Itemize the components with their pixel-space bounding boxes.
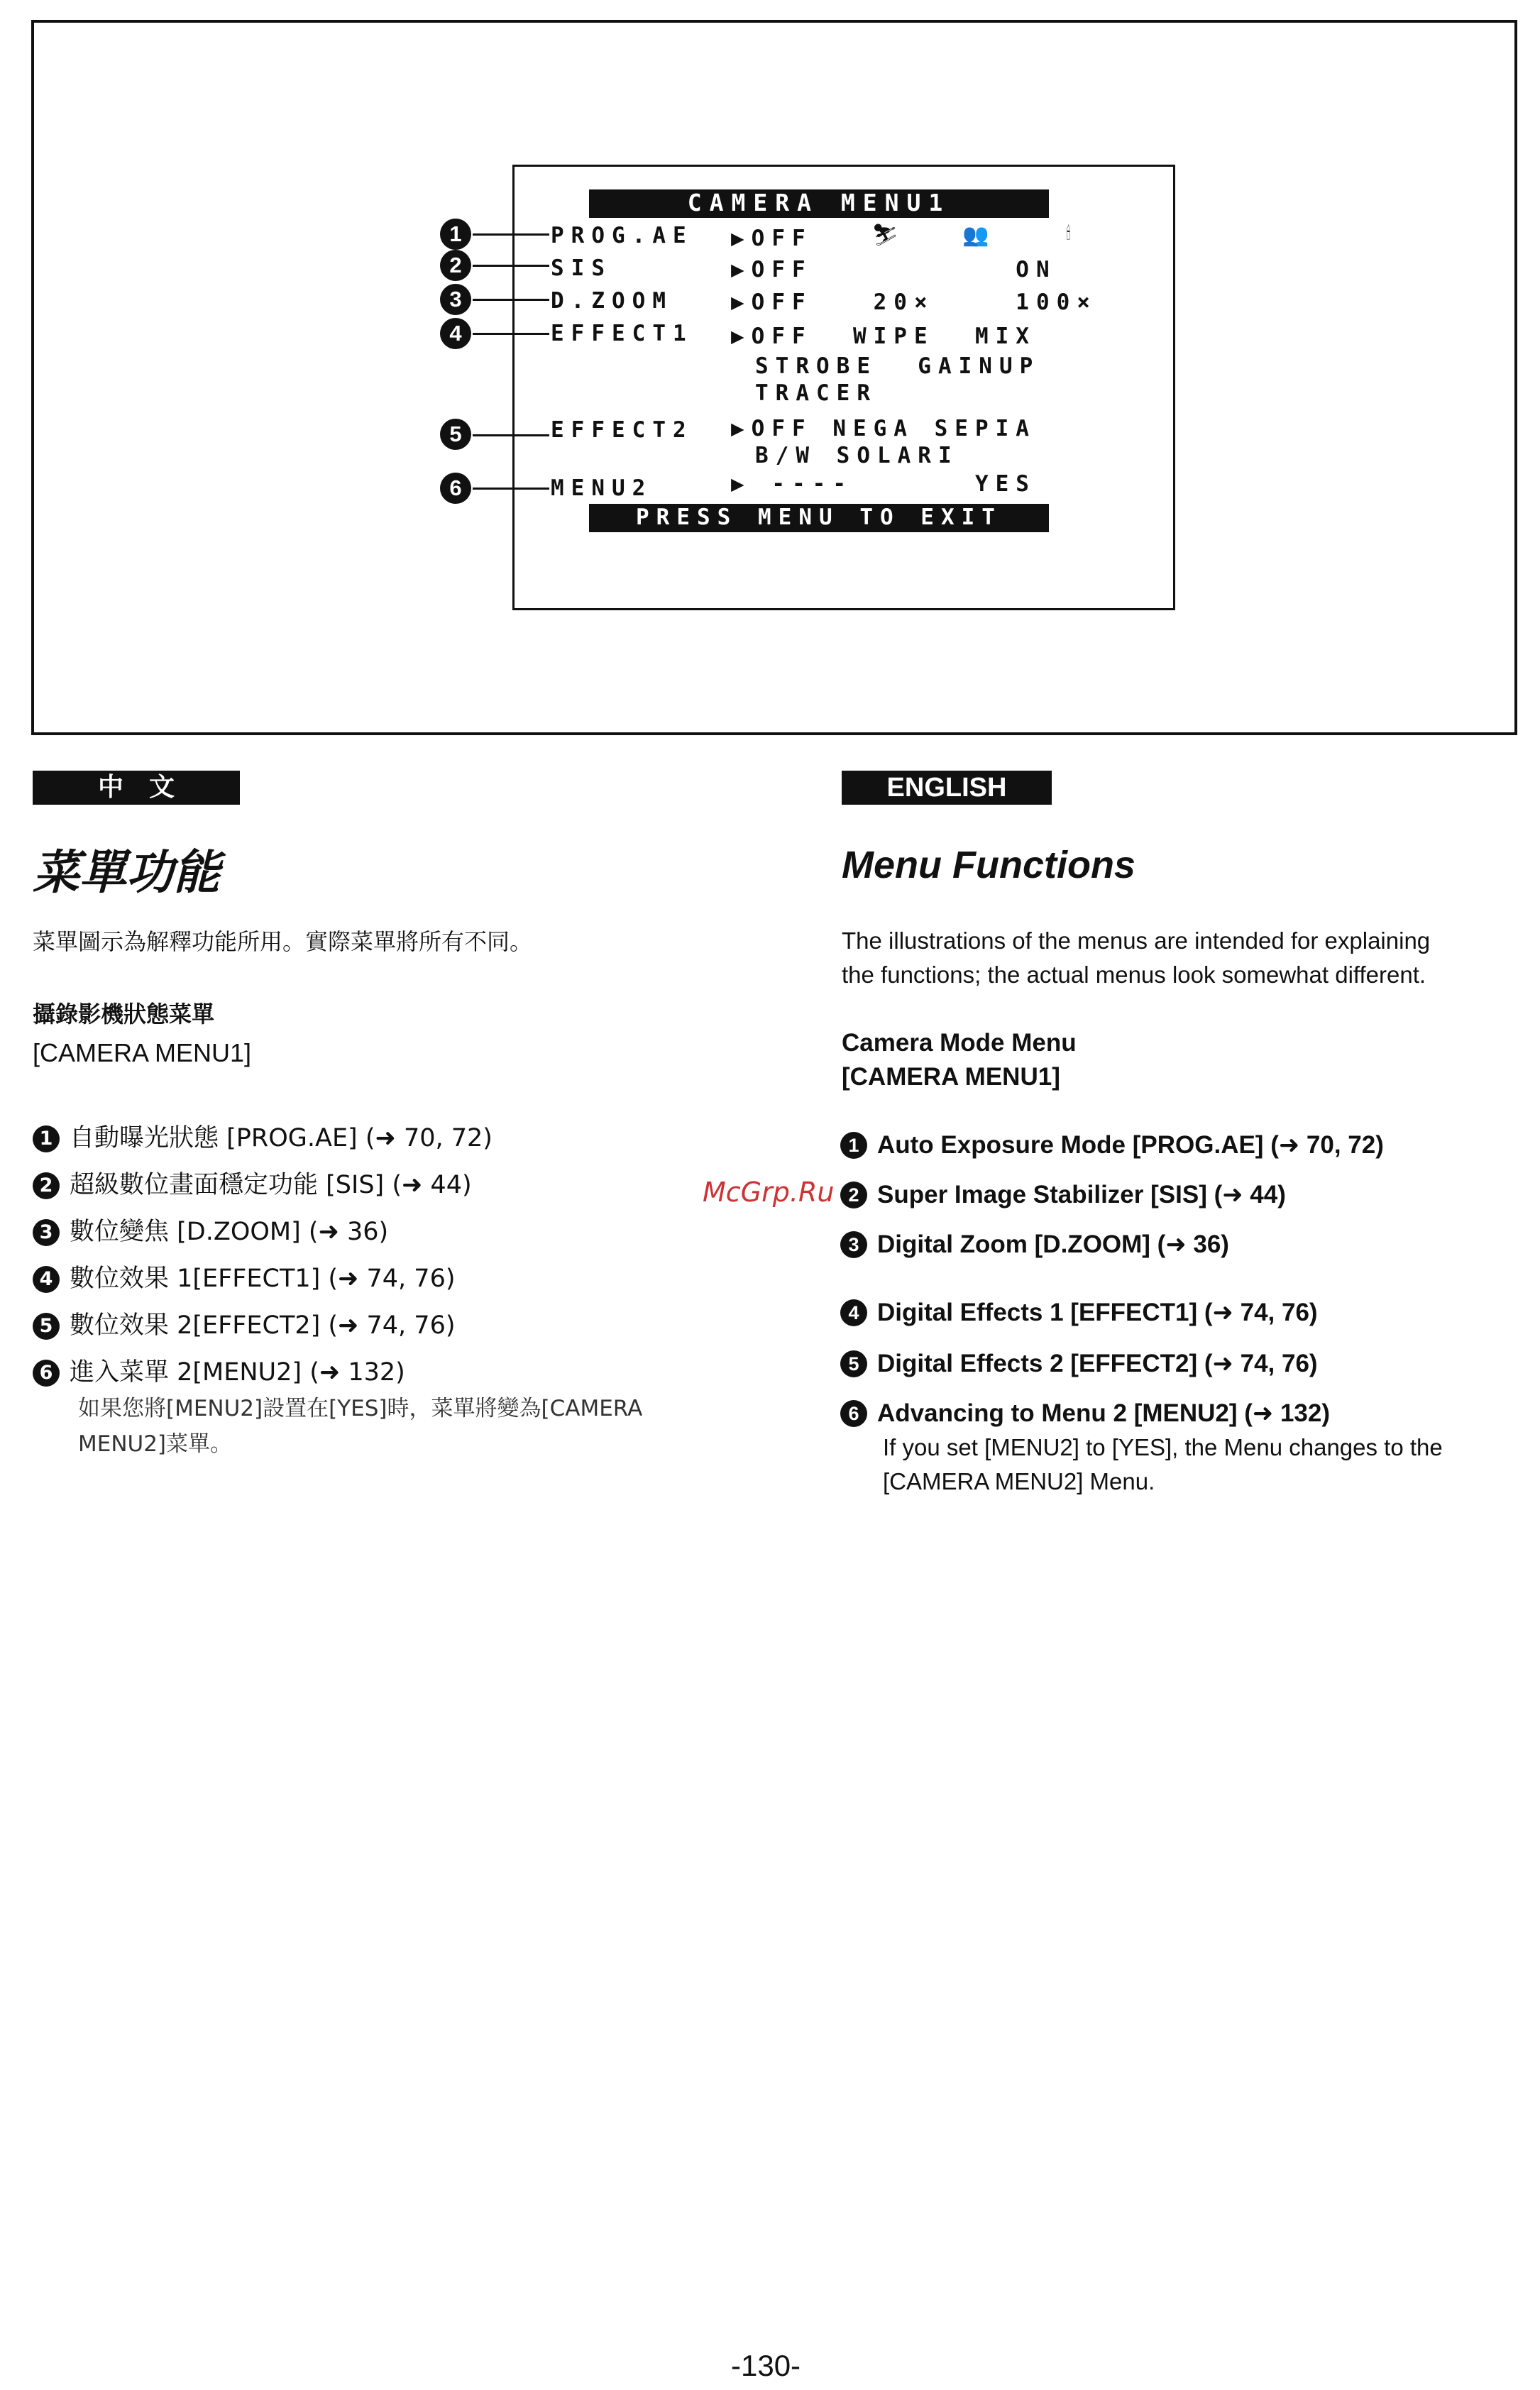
chinese-note-line2: MENU2]菜單。 bbox=[78, 1431, 233, 1457]
chinese-item-1: 1 自動曝光狀態 [PROG.AE] (➜ 70, 72) bbox=[33, 1121, 493, 1155]
leader-line bbox=[473, 233, 549, 236]
menu-value-effect1: ▶OFF WIPE MIX bbox=[731, 324, 1036, 349]
leader-line bbox=[473, 488, 549, 490]
menu-value-menu2: ▶ ---- YES bbox=[731, 471, 1036, 497]
callout-badge-5: 5 bbox=[440, 419, 471, 450]
chinese-item-4: 4 數位效果 1[EFFECT1] (➜ 74, 76) bbox=[33, 1262, 456, 1296]
chinese-tag: 中 文 bbox=[33, 771, 240, 805]
english-note-line2: [CAMERA MENU2] Menu. bbox=[883, 1468, 1155, 1494]
sports-icon: ⛷ bbox=[871, 224, 899, 247]
menu-label-effect1: EFFECT1 bbox=[551, 321, 693, 346]
english-intro-line2: the functions; the actual menus look somewhat different. bbox=[842, 962, 1426, 988]
english-item-4: 4 Digital Effects 1 [EFFECT1] (➜ 74, 76) bbox=[840, 1296, 1318, 1330]
english-item-5: 5 Digital Effects 2 [EFFECT2] (➜ 74, 76) bbox=[840, 1347, 1318, 1381]
menu-title: CAMERA MENU1 bbox=[589, 189, 1049, 218]
menu-value-effect1-line2: STROBE GAINUP bbox=[755, 353, 1040, 379]
chinese-subhead-code: [CAMERA MENU1] bbox=[33, 1038, 252, 1067]
leader-line bbox=[473, 265, 549, 267]
english-tag: ENGLISH bbox=[842, 771, 1052, 805]
callout-badge-3: 3 bbox=[440, 284, 471, 315]
english-subhead: Camera Mode Menu bbox=[842, 1029, 1077, 1057]
portrait-icon: 👥 bbox=[962, 224, 989, 247]
menu-value-effect2-line2: B/W SOLARI bbox=[755, 443, 959, 468]
watermark: McGrp.Ru bbox=[703, 1177, 835, 1208]
leader-line bbox=[473, 333, 549, 335]
callout-badge-2: 2 bbox=[440, 250, 471, 281]
chinese-subhead: 攝錄影機狀態菜單 bbox=[33, 1001, 215, 1028]
menu-label-sis: SIS bbox=[551, 255, 612, 281]
low-light-icon: 🕯 bbox=[1066, 224, 1071, 243]
leader-line bbox=[473, 434, 549, 436]
chinese-item-6: 6 進入菜單 2[MENU2] (➜ 132) bbox=[33, 1355, 405, 1389]
english-note-line1: If you set [MENU2] to [YES], the Menu changes to the bbox=[883, 1434, 1443, 1460]
english-subhead-code: [CAMERA MENU1] bbox=[842, 1063, 1060, 1091]
menu-value-effect2: ▶OFF NEGA SEPIA bbox=[731, 416, 1036, 441]
menu-value-effect1-line3: TRACER bbox=[755, 380, 877, 406]
menu-exit-bar: PRESS MENU TO EXIT bbox=[589, 504, 1049, 532]
chinese-intro: 菜單圖示為解釋功能所用。實際菜單將所有不同。 bbox=[33, 928, 533, 955]
english-title: Menu Functions bbox=[842, 844, 1135, 886]
menu-value-prog-ae: ▶OFF bbox=[731, 226, 813, 251]
chinese-item-5: 5 數位效果 2[EFFECT2] (➜ 74, 76) bbox=[33, 1309, 456, 1343]
leader-line bbox=[473, 299, 549, 301]
chinese-item-2: 2 超級數位畫面穩定功能 [SIS] (➜ 44) bbox=[33, 1168, 472, 1202]
menu-label-d-zoom: D.ZOOM bbox=[551, 288, 673, 314]
english-item-1: 1 Auto Exposure Mode [PROG.AE] (➜ 70, 72) bbox=[840, 1128, 1384, 1162]
menu-value-sis: ▶OFF ON bbox=[731, 257, 1057, 282]
menu-value-d-zoom: ▶OFF 20× 100× bbox=[731, 290, 1097, 315]
chinese-note-line1: 如果您將[MENU2]設置在[YES]時，菜單將變為[CAMERA bbox=[78, 1396, 643, 1421]
page-number: -130- bbox=[731, 2349, 801, 2382]
english-item-6: 6 Advancing to Menu 2 [MENU2] (➜ 132) bbox=[840, 1397, 1330, 1431]
menu-label-prog-ae: PROG.AE bbox=[551, 223, 693, 248]
chinese-title: 菜單功能 bbox=[33, 845, 220, 900]
callout-badge-4: 4 bbox=[440, 318, 471, 349]
english-intro-line1: The illustrations of the menus are intended for explaining bbox=[842, 927, 1431, 954]
english-item-3: 3 Digital Zoom [D.ZOOM] (➜ 36) bbox=[840, 1228, 1229, 1262]
english-item-2: 2 Super Image Stabilizer [SIS] (➜ 44) bbox=[840, 1178, 1286, 1212]
menu-label-effect2: EFFECT2 bbox=[551, 417, 693, 443]
menu-label-menu2: MENU2 bbox=[551, 475, 653, 501]
chinese-item-3: 3 數位變焦 [D.ZOOM] (➜ 36) bbox=[33, 1215, 388, 1249]
callout-badge-6: 6 bbox=[440, 473, 471, 504]
callout-badge-1: 1 bbox=[440, 219, 471, 250]
